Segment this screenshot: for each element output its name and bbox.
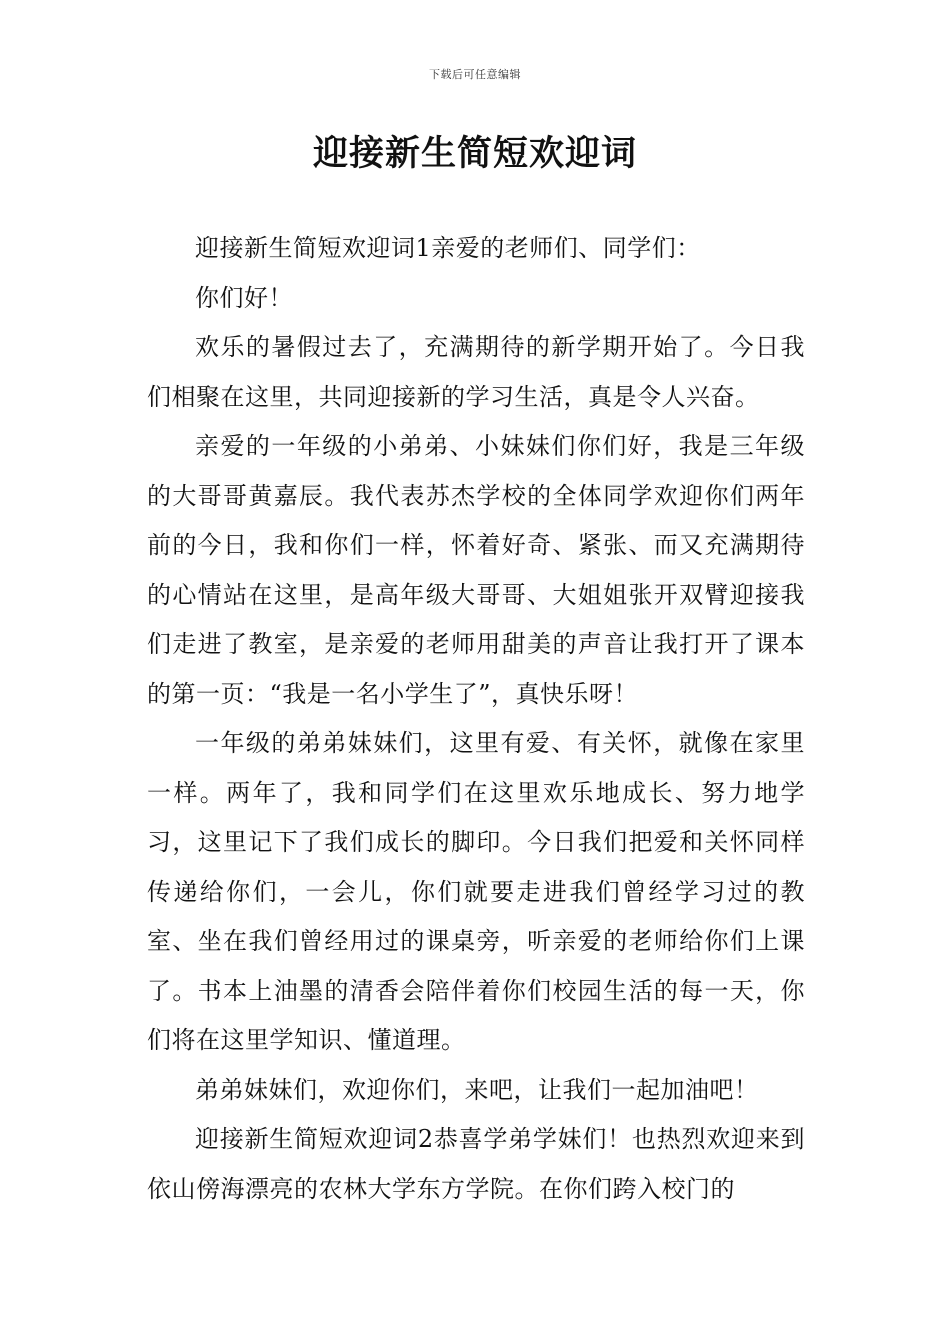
paragraph: 欢乐的暑假过去了，充满期待的新学期开始了。今日我们相聚在这里，共同迎接新的学习生活，真是令人兴奋。 (147, 333, 805, 411)
document-title: 迎接新生简短欢迎词 (312, 133, 637, 174)
paragraph: 你们好！ (195, 283, 293, 312)
header-note: 下载后可任意编辑 (429, 68, 521, 81)
document-body (147, 224, 805, 1214)
paragraph: 迎接新生简短欢迎词1亲爱的老师们、同学们： (195, 234, 701, 262)
paragraph: 迎接新生简短欢迎词2恭喜学弟学妹们！也热烈欢迎来到依山傍海漂亮的农林大学东方学院。在你们跨入校门的 (147, 1125, 805, 1203)
paragraph: 弟弟妹妹们，欢迎你们，来吧，让我们一起加油吧！ (195, 1075, 759, 1104)
paragraph: 亲爱的一年级的小弟弟、小妹妹们你们好，我是三年级的大哥哥黄嘉辰。我代表苏杰学校的全体同学欢迎你们两年前的今日，我和你们一样，怀着好奇、紧张、而又充满期待的心情站在这里，是高年级大哥哥、大姐姐张开双臂迎接我们走进了教室，是亲爱的老师用甜美的声音让我打开了课本的第一页：“我是一名小学生了”，真快乐呀！ (147, 432, 805, 708)
paragraph: 一年级的弟弟妹妹们，这里有爱、有关怀，就像在家里一样。两年了，我和同学们在这里欢乐地成长、努力地学习，这里记下了我们成长的脚印。今日我们把爱和关怀同样传递给你们，一会儿，你们就要走进我们曾经学习过的教室、坐在我们曾经用过的课桌旁，听亲爱的老师给你们上课了。书本上油墨的清香会陪伴着你们校园生活的每一天，你们将在这里学知识、懂道理。 (147, 729, 805, 1054)
